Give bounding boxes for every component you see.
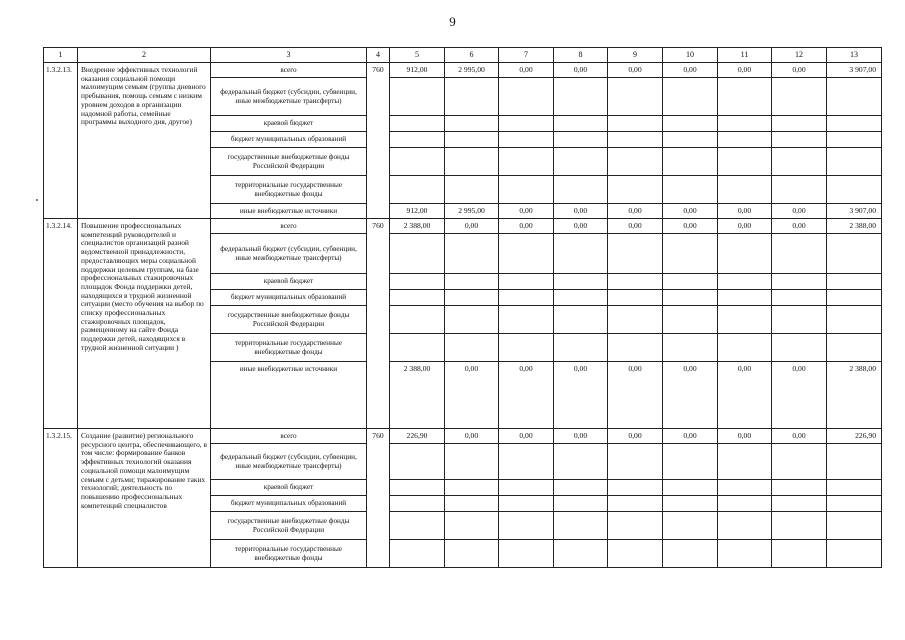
value-cell: 0,00 bbox=[499, 204, 554, 219]
column-header: 7 bbox=[499, 48, 554, 63]
value-cell: 0,00 bbox=[663, 362, 718, 429]
source-state-funds: государственные внебюджетные фонды Российской Федерации bbox=[211, 512, 367, 540]
table-row bbox=[44, 429, 882, 444]
table-row bbox=[44, 219, 882, 234]
col4-code: 760 bbox=[367, 63, 390, 219]
measure-name: Повышение профессиональных компетенций руководителей и специалистов организаций разной ведомственной принадлежности, предоставляющих меры социальной поддержки целевым группам, на базе профессиональных стажировочных площадок Фонда поддержки детей, находящихся в трудной жизненной ситуации (место обучения на выбор по списку профессиональных стажировочных площадок, размещенному на сайте Фонда поддержки детей, находящихся в трудной жизненной ситуации ) bbox=[78, 219, 211, 429]
source-total: всего bbox=[211, 219, 367, 234]
value-cell: 3 907,00 bbox=[827, 204, 882, 219]
header-row bbox=[44, 48, 882, 63]
value-cell: 0,00 bbox=[445, 219, 499, 234]
value-cell: 2 388,00 bbox=[827, 219, 882, 234]
column-header: 3 bbox=[211, 48, 367, 63]
source-state-funds: государственные внебюджетные фонды Российской Федерации bbox=[211, 148, 367, 176]
value-cell: 226,90 bbox=[827, 429, 882, 444]
value-cell: 0,00 bbox=[445, 362, 499, 429]
column-header: 11 bbox=[718, 48, 772, 63]
value-cell: 0,00 bbox=[499, 63, 554, 78]
column-header: 13 bbox=[827, 48, 882, 63]
value-cell: 0,00 bbox=[608, 429, 663, 444]
col4-code: 760 bbox=[367, 429, 390, 568]
value-cell: 2 995,00 bbox=[445, 63, 499, 78]
value-cell: 2 388,00 bbox=[390, 219, 445, 234]
value-cell: 0,00 bbox=[608, 362, 663, 429]
value-cell: 0,00 bbox=[772, 204, 827, 219]
column-header: 9 bbox=[608, 48, 663, 63]
source-municipal: бюджет муниципальных образований bbox=[211, 132, 367, 148]
value-cell: 0,00 bbox=[499, 429, 554, 444]
column-header: 6 bbox=[445, 48, 499, 63]
source-territorial-funds: территориальные государственные внебюджетные фонды bbox=[211, 540, 367, 568]
source-federal: федеральный бюджет (субсидии, субвенции, иные межбюджетные трансферты) bbox=[211, 234, 367, 274]
source-territorial-funds: территориальные государственные внебюджетные фонды bbox=[211, 334, 367, 362]
col4-code: 760 bbox=[367, 219, 390, 429]
value-cell: 2 388,00 bbox=[390, 362, 445, 429]
value-cell: 912,00 bbox=[390, 63, 445, 78]
value-cell: 0,00 bbox=[663, 429, 718, 444]
value-cell: 0,00 bbox=[608, 63, 663, 78]
value-cell: 0,00 bbox=[554, 63, 608, 78]
column-header: 1 bbox=[44, 48, 78, 63]
source-regional: краевой бюджет bbox=[211, 274, 367, 290]
value-cell: 0,00 bbox=[772, 429, 827, 444]
value-cell: 2 388,00 bbox=[827, 362, 882, 429]
value-cell: 0,00 bbox=[663, 204, 718, 219]
source-territorial-funds: территориальные государственные внебюджетные фонды bbox=[211, 176, 367, 204]
value-cell: 0,00 bbox=[772, 362, 827, 429]
value-cell: 0,00 bbox=[499, 362, 554, 429]
value-cell: 0,00 bbox=[663, 63, 718, 78]
measure-name: Внедрение эффективных технологий оказания социальной помощи малоимущим семьям (группы дневного пребывания, помощь семьям с низким уровнем доходов в организации надомной работы, семейные программы выходного дня, другое) bbox=[78, 63, 211, 219]
source-regional: краевой бюджет bbox=[211, 116, 367, 132]
source-federal: федеральный бюджет (субсидии, субвенции, иные межбюджетные трансферты) bbox=[211, 78, 367, 116]
source-federal: федеральный бюджет (субсидии, субвенции, иные межбюджетные трансферты) bbox=[211, 444, 367, 480]
source-municipal: бюджет муниципальных образований bbox=[211, 496, 367, 512]
value-cell: 0,00 bbox=[608, 204, 663, 219]
value-cell: 0,00 bbox=[445, 429, 499, 444]
measure-name: Создание (развитие) регионального ресурсного центра, обеспечивающего, в том числе: формирование банков эффективных технологий оказания социальной помощи малоимущим семьям с детьми; тиражирование таких технологий; деятельность по повышению профессиональных компетенций специалистов bbox=[78, 429, 211, 568]
measure-code: 1.3.2.15. bbox=[44, 429, 78, 568]
column-header: 4 bbox=[367, 48, 390, 63]
column-header: 2 bbox=[78, 48, 211, 63]
measure-code: 1.3.2.14. bbox=[44, 219, 78, 429]
page-number: 9 bbox=[449, 14, 456, 29]
table-row bbox=[44, 63, 882, 78]
source-state-funds: государственные внебюджетные фонды Российской Федерации bbox=[211, 306, 367, 334]
value-cell: 0,00 bbox=[718, 429, 772, 444]
value-cell: 226,90 bbox=[390, 429, 445, 444]
value-cell: 0,00 bbox=[718, 204, 772, 219]
column-header: 12 bbox=[772, 48, 827, 63]
source-other: иные внебюджетные источники bbox=[211, 204, 367, 219]
value-cell: 3 907,00 bbox=[827, 63, 882, 78]
column-header: 8 bbox=[554, 48, 608, 63]
value-cell: 0,00 bbox=[554, 204, 608, 219]
value-cell: 0,00 bbox=[608, 219, 663, 234]
source-regional: краевой бюджет bbox=[211, 480, 367, 496]
value-cell: 0,00 bbox=[663, 219, 718, 234]
value-cell: 0,00 bbox=[718, 219, 772, 234]
value-cell: 0,00 bbox=[499, 219, 554, 234]
value-cell: 912,00 bbox=[390, 204, 445, 219]
source-total: всего bbox=[211, 63, 367, 78]
value-cell: 0,00 bbox=[718, 362, 772, 429]
value-cell: 0,00 bbox=[772, 63, 827, 78]
column-header: 10 bbox=[663, 48, 718, 63]
source-other: иные внебюджетные источники bbox=[211, 362, 367, 429]
value-cell: 2 995,00 bbox=[445, 204, 499, 219]
value-cell: 0,00 bbox=[772, 219, 827, 234]
source-municipal: бюджет муниципальных образований bbox=[211, 290, 367, 306]
measure-code: 1.3.2.13. bbox=[44, 63, 78, 219]
source-total: всего bbox=[211, 429, 367, 444]
value-cell: 0,00 bbox=[718, 63, 772, 78]
budget-table bbox=[43, 47, 882, 568]
column-header: 5 bbox=[390, 48, 445, 63]
value-cell: 0,00 bbox=[554, 219, 608, 234]
scan-speck bbox=[36, 199, 38, 201]
value-cell: 0,00 bbox=[554, 362, 608, 429]
value-cell: 0,00 bbox=[554, 429, 608, 444]
